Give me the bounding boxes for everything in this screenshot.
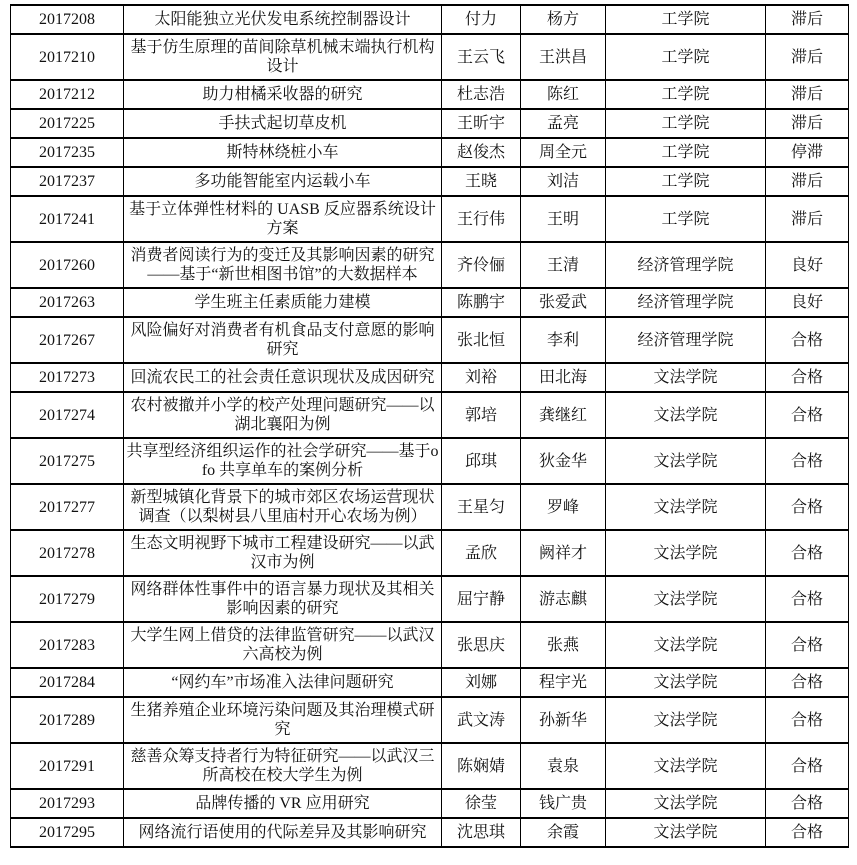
cell-student-name: 邱琪 [442, 438, 521, 484]
cell-student-name: 王晓 [442, 167, 521, 196]
cell-project-id: 2017225 [11, 109, 124, 138]
cell-project-title: 风险偏好对消费者有机食品支付意愿的影响研究 [124, 317, 442, 363]
cell-college-name: 工学院 [606, 5, 766, 34]
cell-project-id: 2017293 [11, 789, 124, 818]
cell-project-title: 共享型经济组织运作的社会学研究——基于ofo 共享单车的案例分析 [124, 438, 442, 484]
cell-advisor-name: 孟亮 [521, 109, 606, 138]
cell-status: 合格 [766, 438, 849, 484]
cell-college-name: 文法学院 [606, 530, 766, 576]
cell-advisor-name: 王洪昌 [521, 34, 606, 80]
cell-status: 合格 [766, 530, 849, 576]
cell-college-name: 经济管理学院 [606, 288, 766, 317]
cell-status: 合格 [766, 317, 849, 363]
cell-project-title: 基于立体弹性材料的 UASB 反应器系统设计方案 [124, 196, 442, 242]
cell-project-title: 大学生网上借贷的法律监管研究——以武汉六高校为例 [124, 622, 442, 668]
cell-advisor-name: 龚继红 [521, 392, 606, 438]
cell-advisor-name: 王明 [521, 196, 606, 242]
cell-advisor-name: 刘洁 [521, 167, 606, 196]
cell-student-name: 郭培 [442, 392, 521, 438]
cell-status: 滞后 [766, 80, 849, 109]
cell-college-name: 文法学院 [606, 697, 766, 743]
table-row [11, 668, 849, 697]
cell-status: 良好 [766, 288, 849, 317]
cell-project-id: 2017212 [11, 80, 124, 109]
table-row [11, 576, 849, 622]
cell-student-name: 徐莹 [442, 789, 521, 818]
table-row [11, 392, 849, 438]
cell-student-name: 赵俊杰 [442, 138, 521, 167]
cell-status: 良好 [766, 242, 849, 288]
cell-project-id: 2017263 [11, 288, 124, 317]
cell-student-name: 张思庆 [442, 622, 521, 668]
cell-college-name: 文法学院 [606, 743, 766, 789]
cell-status: 滞后 [766, 109, 849, 138]
cell-student-name: 王星匀 [442, 484, 521, 530]
cell-status: 合格 [766, 576, 849, 622]
cell-status: 合格 [766, 392, 849, 438]
cell-college-name: 文法学院 [606, 363, 766, 392]
table-row [11, 438, 849, 484]
cell-status: 滞后 [766, 196, 849, 242]
cell-student-name: 陈鹏宇 [442, 288, 521, 317]
cell-advisor-name: 杨方 [521, 5, 606, 34]
cell-project-id: 2017275 [11, 438, 124, 484]
cell-advisor-name: 余霞 [521, 818, 606, 847]
cell-student-name: 武文涛 [442, 697, 521, 743]
cell-status: 停滞 [766, 138, 849, 167]
cell-college-name: 工学院 [606, 167, 766, 196]
cell-status: 滞后 [766, 167, 849, 196]
cell-project-id: 2017284 [11, 668, 124, 697]
cell-college-name: 工学院 [606, 80, 766, 109]
cell-project-title: 多功能智能室内运载小车 [124, 167, 442, 196]
projects-table [10, 4, 849, 848]
cell-status: 合格 [766, 697, 849, 743]
cell-status: 合格 [766, 484, 849, 530]
cell-project-id: 2017289 [11, 697, 124, 743]
cell-project-id: 2017210 [11, 34, 124, 80]
cell-project-title: 消费者阅读行为的变迁及其影响因素的研究——基于“新世相图书馆”的大数据样本 [124, 242, 442, 288]
cell-advisor-name: 王清 [521, 242, 606, 288]
cell-college-name: 文法学院 [606, 576, 766, 622]
cell-advisor-name: 周全元 [521, 138, 606, 167]
table-row [11, 167, 849, 196]
cell-project-id: 2017295 [11, 818, 124, 847]
table-row [11, 818, 849, 847]
table-row [11, 789, 849, 818]
cell-project-title: 网络群体性事件中的语言暴力现状及其相关影响因素的研究 [124, 576, 442, 622]
cell-advisor-name: 张燕 [521, 622, 606, 668]
table-row [11, 317, 849, 363]
cell-project-title: 慈善众筹支持者行为特征研究——以武汉三所高校在校大学生为例 [124, 743, 442, 789]
projects-table-container [10, 4, 848, 848]
cell-advisor-name: 罗峰 [521, 484, 606, 530]
cell-student-name: 付力 [442, 5, 521, 34]
cell-status: 合格 [766, 668, 849, 697]
table-row [11, 138, 849, 167]
cell-project-id: 2017241 [11, 196, 124, 242]
cell-status: 合格 [766, 789, 849, 818]
cell-project-id: 2017260 [11, 242, 124, 288]
cell-project-title: 学生班主任素质能力建模 [124, 288, 442, 317]
table-row [11, 34, 849, 80]
cell-college-name: 经济管理学院 [606, 242, 766, 288]
table-row [11, 242, 849, 288]
cell-student-name: 张北恒 [442, 317, 521, 363]
cell-college-name: 文法学院 [606, 818, 766, 847]
cell-college-name: 工学院 [606, 34, 766, 80]
cell-advisor-name: 田北海 [521, 363, 606, 392]
table-row [11, 697, 849, 743]
cell-student-name: 杜志浩 [442, 80, 521, 109]
cell-project-id: 2017235 [11, 138, 124, 167]
cell-advisor-name: 游志麒 [521, 576, 606, 622]
cell-project-id: 2017208 [11, 5, 124, 34]
cell-student-name: 沈思琪 [442, 818, 521, 847]
cell-project-title: 生猪养殖企业环境污染问题及其治理模式研究 [124, 697, 442, 743]
cell-college-name: 文法学院 [606, 622, 766, 668]
cell-status: 滞后 [766, 34, 849, 80]
cell-student-name: 齐伶俪 [442, 242, 521, 288]
table-row [11, 743, 849, 789]
cell-college-name: 文法学院 [606, 438, 766, 484]
cell-project-title: 手扶式起切草皮机 [124, 109, 442, 138]
cell-project-title: 基于仿生原理的苗间除草机械末端执行机构设计 [124, 34, 442, 80]
cell-project-id: 2017237 [11, 167, 124, 196]
cell-project-title: 网络流行语使用的代际差异及其影响研究 [124, 818, 442, 847]
cell-project-title: 品牌传播的 VR 应用研究 [124, 789, 442, 818]
cell-college-name: 文法学院 [606, 789, 766, 818]
projects-table-body [11, 5, 849, 847]
cell-project-title: 新型城镇化背景下的城市郊区农场运营现状调查（以梨树县八里庙村开心农场为例） [124, 484, 442, 530]
cell-project-id: 2017277 [11, 484, 124, 530]
cell-advisor-name: 陈红 [521, 80, 606, 109]
cell-project-title: 太阳能独立光伏发电系统控制器设计 [124, 5, 442, 34]
cell-student-name: 王昕宇 [442, 109, 521, 138]
cell-college-name: 经济管理学院 [606, 317, 766, 363]
cell-college-name: 工学院 [606, 138, 766, 167]
cell-project-title: 斯特林绕桩小车 [124, 138, 442, 167]
cell-student-name: 屈宁静 [442, 576, 521, 622]
table-row [11, 484, 849, 530]
cell-advisor-name: 程宇光 [521, 668, 606, 697]
cell-project-id: 2017283 [11, 622, 124, 668]
table-row [11, 530, 849, 576]
cell-college-name: 文法学院 [606, 392, 766, 438]
cell-advisor-name: 张爱武 [521, 288, 606, 317]
cell-status: 合格 [766, 818, 849, 847]
cell-student-name: 陈娴婧 [442, 743, 521, 789]
cell-project-id: 2017291 [11, 743, 124, 789]
cell-advisor-name: 狄金华 [521, 438, 606, 484]
cell-project-title: “网约车”市场准入法律问题研究 [124, 668, 442, 697]
table-row [11, 622, 849, 668]
cell-project-id: 2017278 [11, 530, 124, 576]
cell-student-name: 刘娜 [442, 668, 521, 697]
table-row [11, 109, 849, 138]
cell-college-name: 文法学院 [606, 484, 766, 530]
cell-advisor-name: 阙祥才 [521, 530, 606, 576]
cell-student-name: 孟欣 [442, 530, 521, 576]
table-row [11, 288, 849, 317]
table-row [11, 5, 849, 34]
cell-college-name: 工学院 [606, 196, 766, 242]
cell-advisor-name: 李利 [521, 317, 606, 363]
cell-college-name: 文法学院 [606, 668, 766, 697]
cell-project-id: 2017274 [11, 392, 124, 438]
cell-advisor-name: 钱广贵 [521, 789, 606, 818]
cell-project-title: 助力柑橘采收器的研究 [124, 80, 442, 109]
cell-project-title: 农村被撤并小学的校产处理问题研究——以湖北襄阳为例 [124, 392, 442, 438]
cell-project-title: 回流农民工的社会责任意识现状及成因研究 [124, 363, 442, 392]
cell-project-id: 2017267 [11, 317, 124, 363]
cell-project-id: 2017273 [11, 363, 124, 392]
table-row [11, 80, 849, 109]
cell-advisor-name: 孙新华 [521, 697, 606, 743]
table-row [11, 363, 849, 392]
cell-project-title: 生态文明视野下城市工程建设研究——以武汉市为例 [124, 530, 442, 576]
cell-student-name: 王云飞 [442, 34, 521, 80]
cell-status: 合格 [766, 363, 849, 392]
cell-student-name: 刘裕 [442, 363, 521, 392]
table-row [11, 196, 849, 242]
cell-status: 滞后 [766, 5, 849, 34]
cell-project-id: 2017279 [11, 576, 124, 622]
cell-student-name: 王行伟 [442, 196, 521, 242]
cell-college-name: 工学院 [606, 109, 766, 138]
cell-advisor-name: 袁泉 [521, 743, 606, 789]
cell-status: 合格 [766, 622, 849, 668]
cell-status: 合格 [766, 743, 849, 789]
